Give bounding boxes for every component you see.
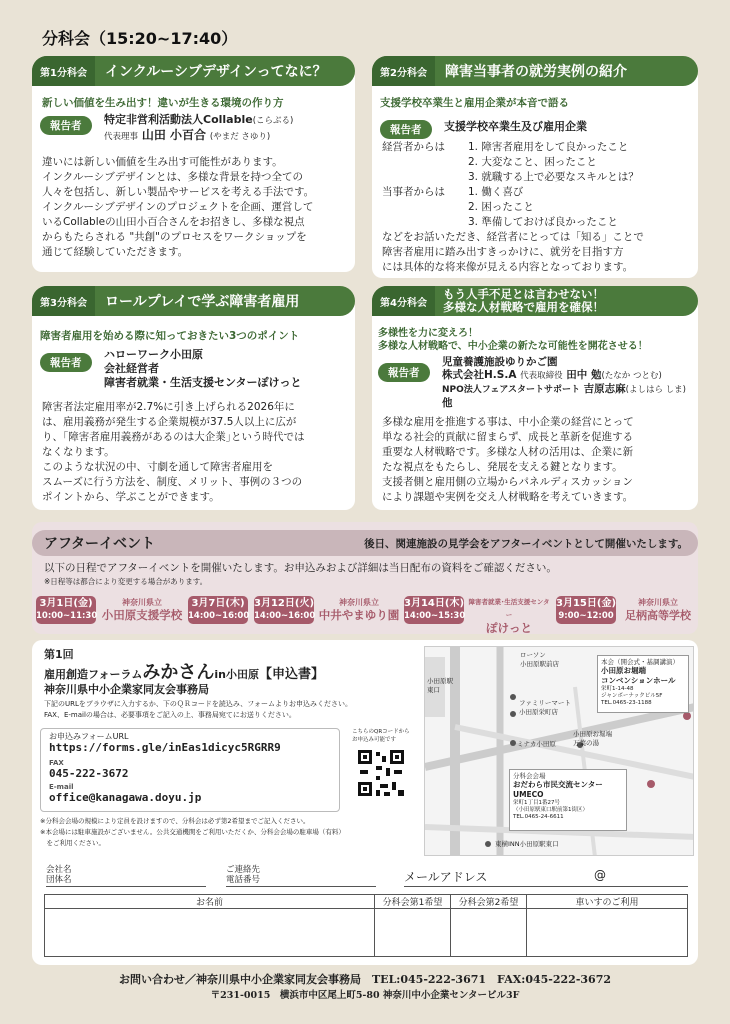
session-3-reporter-badge: 報告者 [40,351,92,372]
session-3-body: 障害者法定雇用率が2.7%に引き上げられる2026年に は、雇用義務が発生する企業規模が37.5人以上に広が り、｢障害者雇用義務があるのは大企業｣という時代では なくなります。 このような状況の中、寸劇を通して障害者雇用を スムーズに行う方法を、制度、メリット、事例の３つの ポイントから、学ぶことができます。 [42,401,305,503]
event-5-date: 3月15日(金) 9:00~12:00 [556,596,616,624]
phone-field-line[interactable] [226,886,376,887]
form-url-link[interactable]: https://forms.gle/inEas1dicyc5RGRR9 [49,741,281,754]
session-1-subtitle: 新しい価値を生み出す！違いが生きる環境の作り方 [42,97,284,109]
sub-venue-box: 分科会会場 おだわら市民交流センター UMECO 栄町1丁目1番27号 （小田原駅東口駅前第1街区） TEL.0465-24-6611 [509,769,627,831]
session-2-manager-items: 1. 障害者雇用をして良かったこと 2. 大変なこと、困ったこと 3. 就職する上で必要なスキルとは？ [468,141,639,183]
phone-field-label: ご連絡先 電話番号 [226,865,261,885]
email-field-label: メールアドレス [404,870,488,884]
map-lawson-label: ローソン 小田原駅前店 [520,651,559,668]
page-title: 分科会（15:20~17:40） [42,29,238,48]
session-4-number: 第4分科会 [372,286,435,316]
session-3-subtitle: 障害者雇用を始める際に知っておきたい3つのポイント [40,330,300,342]
event-4-date: 3月14日(木) 14:00~15:30 [404,596,464,624]
session-4-pill [372,286,698,316]
form-organizer: 神奈川県中小企業家同友会事務局 [44,683,209,696]
session-4-reporter-badge: 報告者 [378,361,430,382]
footer-address: 〒231-0015 横浜市中区尾上町5-80 神奈川中小企業センタービル3F [210,990,520,1001]
name-cell[interactable] [45,909,375,957]
email-label: E-mail [49,783,74,791]
company-field-label: 会社名 団体名 [46,865,72,885]
application-table [44,894,688,957]
map-station-label: 小田原駅 東口 [427,677,453,694]
footer-contact: お問い合わせ／神奈川県中小企業家同友会事務局 TEL:045-222-3671 FAX:045-222-3672 [119,973,611,986]
col-choice1-header: 分科会第1希望 [375,895,451,909]
session-2-number: 第2分科会 [372,56,435,86]
qr-note: こちらのQRコードから お申込み可能です [352,729,410,743]
main-venue-box: 本会（開会式・基調講演） 小田原お堀端 コンベンションホール 栄町1-14-48 ジャンボーナックビル5F TEL.0465-23-1188 [597,655,689,713]
after-event-note: ※日程等は都合により変更する場合があります。 [44,577,208,586]
wheelchair-cell[interactable] [527,909,688,957]
session-4-title: もう人手不足とは言わせない！ 多様な人材戦略で雇用を確保！ [442,287,604,314]
session-1-reporter-badge: 報告者 [40,114,92,135]
session-3-title: ロールプレイで学ぶ障害者雇用 [104,294,300,310]
map-ohoribata-label: 小田原お堀端 万葉の湯 [573,730,612,747]
session-1-body: 違いには新しい価値を生み出す可能性があります。 インクルーシブデザインとは、多様な背景を持つ全ての 人々を包括し、新しい製品やサービスを考える手法です。 インクルーシブデザインのプロジェクトを企画、運営して いるCollableの山田小百合さんをお招きし、多様な視点 からもたらされる "共創"のプロセスをワークショップを 通じて経験していただきます。 [42,156,315,258]
fax-label: FAX [49,759,64,767]
session-2-party-label: 当事者からは [382,186,445,198]
event-1-date: 3月1日(金) 10:00~11:30 [36,596,96,624]
footer [0,972,730,1004]
col-name-header: お名前 [45,895,375,909]
session-2-body: などをお話いただき、経営者にとっては「知る」ことで 障害者雇用に踏み出すきっかけに、就労を目指す方 には具体的な将来像が見える内容となっております。 [382,231,644,273]
session-2-reporter-badge: 報告者 [380,118,432,139]
email-at-sign: @ [594,868,606,882]
access-map [424,646,694,856]
after-event-description: 以下の日程でアフターイベントを開催いたします。お申込みおよび詳細は当日配布の資料をご確認ください。 [44,562,557,574]
form-notes: ※分科会会場の規模により定員を設けますので、分科会は必ず第2希望までご記入ください。 ※本会場には駐車施設がございません。公共交通機関をご利用いただくか、分科会会場の駐車場（有料） をご利用ください。 [40,817,345,847]
session-1-number: 第1分科会 [32,56,95,86]
email-link[interactable]: office@kanagawa.doyu.jp [49,791,202,804]
session-3-pill [32,286,355,316]
session-2-subtitle: 支援学校卒業生と雇用企業が本音で語る [380,97,569,109]
email-field-line[interactable] [404,886,688,887]
session-1-title: インクルーシブデザインってなに？ [104,64,327,80]
event-3-venue: 神奈川県立 中井やまゆり園 [318,598,400,622]
form-edition: 第1回 [44,648,74,661]
session-2-reporter: 支援学校卒業生及び雇用企業 [444,120,587,133]
event-3-date: 3月12日(火) 14:00~16:00 [254,596,314,624]
after-event-headline: 後日、関連施設の見学会をアフターイベントとして開催いたします。 [364,537,688,550]
company-field-line[interactable] [46,886,206,887]
session-4-reporters: 児童養護施設ゆりかご園 株式会社H.S.A 代表取締役 田中 勉(たなか つとむ) NPO法人フェアスタートサポート 吉原志麻(よしはら しま) 他 [442,356,686,409]
session-4-subtitle: 多様性を力に変えろ！ 多様な人材戦略で、中小企業の新たな可能性を開花させる！ [378,328,648,352]
session-2-party-items: 1. 働く喜び 2. 困ったこと 3. 準備しておけば良かったこと [468,186,618,228]
col-wheelchair-header: 車いすのご利用 [527,895,688,909]
event-1-venue: 神奈川県立 小田原支援学校 [101,598,183,622]
after-event-title: アフターイベント [44,536,156,552]
event-2-date: 3月7日(木) 14:00~16:00 [188,596,248,624]
map-familymart-label: ファミリーマート 小田原栄町店 [519,699,571,716]
url-label: お申込みフォームURL [49,732,129,741]
contact-box [40,728,340,812]
session-2-manager-label: 経営者からは [382,141,445,153]
after-event-header [32,530,698,556]
event-4-venue: 障害者就業･生活支援センター ぽけっと [468,598,550,635]
form-instructions: 下記のURLをブラウザに入力するか、下のＱＲコードを読込み、フォームよりお申込みください。 FAX、E-mailの場合は、必要事項をご記入の上、事務局宛てにお送りください。 [44,700,352,719]
fax-number: 045-222-3672 [49,767,129,780]
col-choice2-header: 分科会第2希望 [451,895,527,909]
qr-code-icon[interactable] [356,748,406,798]
choice2-cell[interactable] [451,909,527,957]
event-5-venue: 神奈川県立 足柄高等学校 [625,598,691,622]
form-title: 雇用創造フォーラムみかさんin小田原【申込書】 [44,662,324,683]
session-4-body: 多様な雇用を推進する事は、中小企業の経営にとって 単なる社会的貢献に留まらず、成長と革新を促進する 重要な人材戦略です。多様な人材の活用は、企業に新 たな視点をもたらし、発展を支える鍵となります。 支援者側と雇用側の立場からパネルディスカッション により課題や実例を交え人材戦略を考えていきます。 [382,416,634,503]
session-2-pill [372,56,698,86]
session-1-pill [32,56,355,86]
map-toyoko-inn-label: 東横INN小田原駅東口 [495,840,559,848]
map-minaka-label: ミナカ小田原 [517,740,556,748]
session-2-title: 障害当事者の就労実例の紹介 [444,64,627,80]
session-3-number: 第3分科会 [32,286,95,316]
session-1-reporter: 特定非営利活動法人Collable(こらぶる) 代表理事 山田 小百合 (やまだ さゆり) [104,113,294,142]
session-3-reporters: ハローワーク小田原 会社経営者 障害者就業・生活支援センターぽけっと [104,348,302,389]
choice1-cell[interactable] [375,909,451,957]
